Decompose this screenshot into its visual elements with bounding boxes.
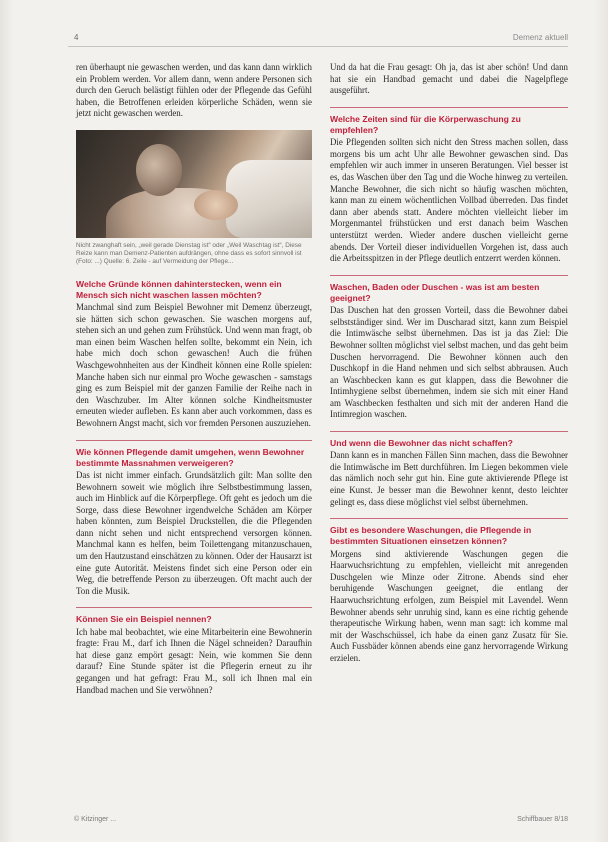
footer-issue: Schiffbauer 8/18 [517,816,568,823]
question-heading: Wie können Pflegende damit umgehen, wenn Bewohner bestimmte Massnahmen verweigeren? [76,446,305,468]
section-divider [330,107,568,108]
photo-head-shape [136,144,182,196]
intro-paragraph: Und da hat die Frau gesagt: Oh ja, das ist aber schön! Und dann hat sie ein Handbad gemacht und dabei die Nagelpflege ausgeführt. [330,62,568,96]
section-divider [330,518,568,519]
header-rule [68,46,568,47]
page-number: 4 [74,33,79,42]
section-divider [76,440,312,441]
section-divider [330,275,568,276]
intro-paragraph: ren überhaupt nie gewaschen werden, und das kann dann wirklich ein Problem werden. Vor allem dann, wenn andere Personen sich durch den Geruch belästigt fühlen oder der Pflegende das Gefühl haben, die Betroffenen erleiden körperliche Schäden, wenn sie jetzt nicht gewaschen werden. [76,62,312,119]
answer-paragraph: Ich habe mal beobachtet, wie eine Mitarbeiterin eine Bewohnerin fragte: Frau M., darf ich Ihnen die Nägel schneiden? Daraufhin hat diese ganz empört gesagt: Nein, wie kommen Sie denn darauf? Eine Stunde später ist die Pflegerin erneut zu ihr gegangen und hat gefragt: Frau M., soll ich Ihnen mal ein Handbad machen und Sie verwöhnen? [76,626,312,695]
question-heading: Welche Gründe können dahinterstecken, wenn ein Mensch sich nicht waschen lassen möchten? [76,278,282,300]
question-heading: Gibt es besondere Waschungen, die Pflegende in bestimmten Situationen einsetzen können? [330,525,532,547]
answer-paragraph: Morgens sind aktivierende Waschungen gegen die Haarwuchsrichtung zu empfehlen, vielleicht mit anregenden Duschgelen wie Minze oder Zitrone. Abends sind eher beruhigende Waschungen geeignet, die entlang der Haarwuchsrichtung erfolgen, zum Beispiel mit Lavendel. Wenn Bewohner abends sehr unruhig sind, kann es eine richtig gehende therapeutische Wirkung haben, wenn man sagt: ich komme mal mit der Waschschüssel, ich habe da einen ganz Zusatz für Sie. Auch Fussbäder können abends eine ganz hervorragende Wirkung erzielen. [330,548,568,663]
left-column [76,62,312,706]
section-divider [330,431,568,432]
photo-towel-shape [226,160,312,238]
section-divider [76,607,312,608]
question-heading: Waschen, Baden oder Duschen - was ist am besten geeignet? [330,281,540,303]
section-title: Demenz aktuell [512,33,568,42]
answer-paragraph: Das ist nicht immer einfach. Grundsätzlich gilt: Man sollte den Bewohnern soweit wie möglich ihre Selbstbestimmung lassen, auch im Hinblick auf die Körperpflege. Oft geht es jedoch um die Sorge, dass diese Bewohner irgendwelche Schäden am Körper haben könnten, zum Beispiel Druckstellen, die die Pflegenden dann nicht sehen und nicht entsprechend versorgen können. Manchmal kann es helfen, beim Toilettengang mitanzuschauen, um den Hautzustand einschätzen zu können. Oder der Hausarzt ist eine gute Autorität. Meistens findet sich eine Person oder ein Weg, die betreffende Person zu überzeugen. Oft macht auch der Ton die Musik. [76,469,312,596]
caregiver-photo [76,130,312,238]
answer-paragraph: Das Duschen hat den grossen Vorteil, dass die Bewohner dabei selbstständiger sind. Wer im Duscharad sitzt, kann zum Beispiel die Intimwäsche selbst übernehmen. Das ist ja das Ziel: Die Bewohner sollten möglichst viel selbst machen, und das geht beim Duschen hervorragend. Die Bewohner können auch den Duschkopf in die Hand nehmen und sich selbst abbrausen. Auch an Waschbecken kann es gut klappen, dass die Bewohner die Intimhygiene selbst übernehmen, indem sie sich mit einer Hand am Waschbecken festhalten und sich mit der anderen Hand die Intimregion waschen. [330,305,568,420]
right-column [330,62,568,675]
question-heading: Und wenn die Bewohner das nicht schaffen? [330,438,513,449]
photo-hand-shape [194,190,238,220]
photo-caption: Nicht zwanghaft sein, „weil gerade Dienstag ist“ oder „Weil Waschtag ist“, Diese Reize kann man Demenz-Patienten aufdrängen, ohne dass es sofort sinnvoll ist (Foto: ...) Quelle: 6. Zeile - auf Vermeidung der Pflege... [76,241,302,266]
question-heading: Können Sie ein Beispiel nennen? [76,614,212,625]
answer-paragraph: Dann kann es in manchen Fällen Sinn machen, dass die Bewohner die Intimwäsche im Bett durchführen. Im Liegen bekommen viele das nämlich noch sehr gut hin. Eine gute aktivierende Pflege ist eine Kunst. Je besser man die Bewohner kennt, desto leichter gelingt es, dass diese möglichst viel selbst übernehmen. [330,450,568,507]
answer-paragraph: Die Pflegenden sollten sich nicht den Stress machen sollen, dass morgens bis um acht Uhr alle Bewohner gewaschen sind. Das empfehlen wir auch immer in unseren Beratungen. Viel besser ist es, das Waschen über den Tag und die Woche hinweg zu verteilen. Manche Bewohner, die sich nicht so häufig waschen möchten, kann man zu einem wöchentlichen Vollbad überreden. Das findet dann aber abends statt. Andere möchten vielleicht lieber im Morgenmantel frühstücken und erst danach beim Waschen unterstützt werden. Wieder andere duschen vielleicht gerne abends. Der Vorteil dieser individuellen Vorgehen ist, dass auch die Arbeitsspitzen in der Pflege deutlich entzerrt werden können. [330,137,568,264]
answer-paragraph: Manchmal sind zum Beispiel Bewohner mit Demenz überzeugt, sie hätten sich schon gewaschen. Sie waschen morgens auf, stehen sich an und gehen zum Frühstück. Und wenn man fragt, ob man einen beim Waschen helfen sollte, bekommt ein Nein, ich habe mich doch schon gewaschen! Auch die frühen Waschgewohnheiten aus der Kindheit können eine Rolle spielen: Manche haben sich nur einmal pro Woche gewaschen - samstags ging es zum Beispiel mit der ganzen Familie der Reihe nach in den Waschzuber. Im Alter können solche Kindheitsmuster erneuten wieder aufleben. Es kann aber auch vorkommen, dass es Bewohnern Angst macht, sich vor fremden Personen auszuziehen. [76,301,312,428]
footer-copyright: © Kitzinger ... [74,816,117,823]
question-heading: Welche Zeiten sind für die Körperwaschung zu empfehlen? [330,113,521,135]
